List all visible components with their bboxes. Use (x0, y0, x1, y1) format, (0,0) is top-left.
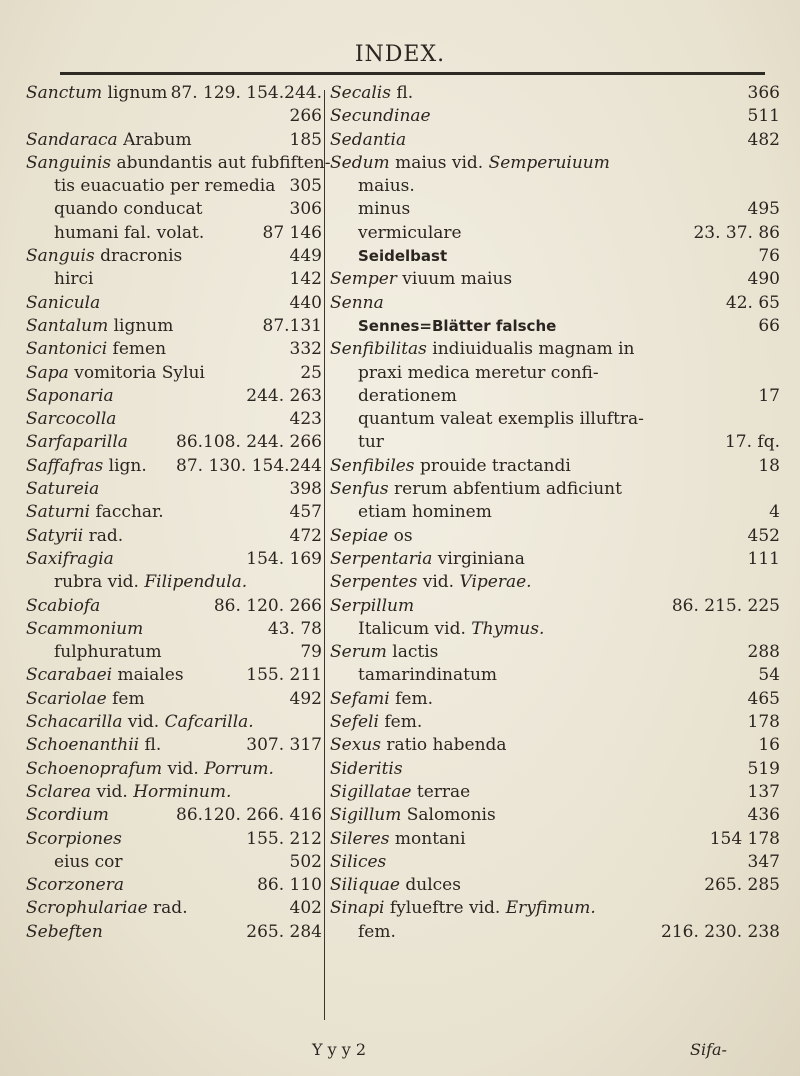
entry-term: Senfus (330, 479, 389, 500)
entry-description: maius vid. (389, 152, 489, 173)
entry-description: facchar. (90, 502, 164, 523)
entry-description: rad. (83, 525, 124, 546)
entry-description: Salomonis (401, 805, 496, 826)
page-numbers: 86.108. 244. 266 (176, 432, 322, 453)
page-numbers: 87 146 (262, 222, 322, 243)
right-column (330, 82, 780, 944)
entry-description: tis euacuatio per remedia (54, 176, 276, 197)
cross-reference: Thymus. (471, 618, 545, 639)
index-entry (26, 431, 322, 454)
index-entry (26, 245, 322, 268)
index-entry (330, 129, 780, 152)
page-numbers: 307. 317 (246, 735, 322, 756)
index-entry (330, 268, 780, 291)
entry-term: Sexus (330, 735, 381, 756)
index-entry (330, 152, 780, 175)
entry-description: Arabum (117, 129, 192, 150)
entry-term: Scorzonera (26, 875, 124, 896)
index-entry (330, 455, 780, 478)
page-numbers: 465 (747, 688, 780, 709)
index-entry (330, 758, 780, 781)
page-numbers: 54 (758, 665, 780, 686)
entry-description: rubra vid. (54, 572, 145, 593)
index-entry (330, 688, 780, 711)
index-entry (26, 874, 322, 897)
entry-description: fl. (139, 735, 162, 756)
entry-term: Sefami (330, 688, 390, 709)
entry-term: Satureia (26, 479, 100, 500)
index-entry (26, 338, 322, 361)
entry-term: Scammonium (26, 618, 144, 639)
entry-term: Serpentes (330, 572, 418, 593)
page-numbers: 402 (289, 898, 322, 919)
entry-description: vid. (162, 758, 205, 779)
entry-term: Sigillum (330, 805, 402, 826)
page-numbers: 185 (289, 129, 322, 150)
index-entry (26, 222, 322, 245)
page-numbers: 86. 110 (257, 875, 322, 896)
entry-term: Sclarea (26, 781, 92, 802)
entry-description: fem. (389, 688, 433, 709)
entry-description: indiuidualis magnam in (426, 339, 635, 360)
index-entry (330, 571, 780, 594)
page-numbers: 86. 120. 266 (213, 595, 322, 616)
entry-description: humani fal. volat. (54, 222, 205, 243)
entry-description: tamarindinatum (358, 665, 498, 686)
page-numbers: 265. 284 (246, 921, 322, 942)
cross-reference: Eryfimum. (505, 898, 596, 919)
page-numbers: 511 (747, 106, 780, 127)
entry-term: Schacarilla (26, 712, 123, 733)
index-entry (330, 734, 780, 757)
page-numbers: 472 (289, 525, 322, 546)
entry-term: Santonici (26, 339, 108, 360)
page-numbers: 266 (289, 106, 322, 127)
page-numbers: 519 (747, 758, 780, 779)
entry-description: maiales (112, 665, 184, 686)
index-entry (26, 268, 322, 291)
entry-term: Senfibilitas (330, 339, 427, 360)
entry-description: fulphuratum (54, 642, 162, 663)
page-numbers: 457 (289, 502, 322, 523)
entry-term: Sedum (330, 152, 390, 173)
index-entry (330, 501, 780, 524)
entry-term: Secalis (330, 83, 391, 103)
cross-reference: Porrum. (204, 758, 274, 779)
index-entry (26, 525, 322, 548)
index-entry (330, 525, 780, 548)
page-numbers: 490 (747, 269, 780, 290)
index-entry (330, 618, 780, 641)
entry-term: Sanctum (26, 83, 103, 103)
page-numbers: 155. 212 (246, 828, 322, 849)
index-entry (330, 175, 780, 198)
entry-description: lignum (102, 83, 168, 103)
page-numbers: 366 (747, 83, 780, 103)
index-entry (26, 897, 322, 920)
entry-term: Sanguis (26, 246, 95, 267)
index-entry (26, 804, 322, 827)
entry-term: Satyrii (26, 525, 84, 546)
index-entry (26, 548, 322, 571)
entry-description: rerum abfentium adficiunt (388, 479, 622, 500)
entry-description: fem. (378, 712, 423, 733)
entry-description: tur (358, 432, 384, 453)
entry-term: Sebeften (26, 921, 103, 942)
page-numbers: 87. 129. 154.244. (170, 83, 322, 103)
index-entry (26, 664, 322, 687)
entry-term: Sanicula (26, 292, 101, 313)
page-numbers: 502 (289, 851, 322, 872)
header-rule (60, 72, 765, 75)
index-entry (26, 292, 322, 315)
page-numbers: 66 (758, 315, 780, 336)
index-entry (26, 571, 322, 594)
page-numbers: 332 (289, 339, 322, 360)
entry-term: Sideritis (330, 758, 403, 779)
index-entry (26, 595, 322, 618)
entry-term: Silices (330, 851, 387, 872)
index-entry (330, 711, 780, 734)
entry-term: Sedantia (330, 129, 407, 150)
page-numbers: 482 (747, 129, 780, 150)
entry-description: Seidelbast (358, 247, 448, 266)
index-entry (26, 734, 322, 757)
entry-term: Sepiae (330, 525, 389, 546)
index-entry (26, 921, 322, 944)
entry-term: Saffafras (26, 455, 104, 476)
index-entry (26, 478, 322, 501)
entry-term: Sapa (26, 362, 69, 383)
page-numbers: 4 (769, 502, 780, 523)
index-entry (330, 408, 780, 431)
page-numbers: 25 (300, 362, 322, 383)
entry-description: virginiana (432, 548, 525, 569)
entry-description: maius. (358, 176, 415, 197)
index-entry (330, 641, 780, 664)
entry-term: Sarfaparilla (26, 432, 128, 453)
entry-term: Saponaria (26, 385, 114, 406)
entry-term: Senna (330, 292, 384, 313)
page-numbers: 137 (747, 781, 780, 802)
entry-term: Schoenanthii (26, 735, 140, 756)
index-entry (330, 222, 780, 245)
column-divider (324, 90, 325, 1020)
index-entry (26, 175, 322, 198)
entry-description: fl. (390, 83, 414, 103)
entry-description: vid. (417, 572, 460, 593)
index-entry (330, 431, 780, 454)
entry-description: etiam hominem (358, 502, 492, 523)
cross-reference: Filipendula. (144, 572, 248, 593)
index-entry (330, 478, 780, 501)
index-entry (330, 851, 780, 874)
index-entry (26, 408, 322, 431)
entry-term: Schoenoprafum (26, 758, 163, 779)
entry-description: femen (107, 339, 167, 360)
page-numbers: 17. fq. (724, 432, 780, 453)
index-entry (26, 129, 322, 152)
index-entry (330, 82, 780, 105)
index-entry (26, 362, 322, 385)
cross-reference: Cafcarilla. (164, 712, 254, 733)
entry-description: terrae (411, 781, 471, 802)
entry-description: eius cor (54, 851, 123, 872)
entry-description: os (388, 525, 413, 546)
catchword: Sifa- (690, 1040, 727, 1059)
page-numbers: 16 (758, 735, 780, 756)
index-entry (26, 641, 322, 664)
page-numbers: 306 (289, 199, 322, 220)
entry-description: lactis (386, 642, 439, 663)
page-numbers: 17 (758, 385, 780, 406)
entry-term: Secundinae (330, 106, 431, 127)
index-entry (26, 82, 322, 105)
entry-description: quantum valeat exemplis illuftra- (358, 409, 644, 430)
entry-description: montani (389, 828, 466, 849)
page-numbers: 86.120. 266. 416 (176, 805, 322, 826)
page-numbers: 288 (747, 642, 780, 663)
index-entry (330, 362, 780, 385)
index-entry (330, 548, 780, 571)
entry-description: viuum maius (396, 269, 513, 290)
index-entry (26, 198, 322, 221)
entry-term: Santalum (26, 315, 109, 336)
page-numbers: 87.131 (262, 315, 322, 336)
entry-description: dulces (399, 875, 461, 896)
page-numbers: 154 178 (709, 828, 780, 849)
index-entry (26, 315, 322, 338)
page-numbers: 87. 130. 154.244 (176, 455, 322, 476)
index-entry (26, 618, 322, 641)
page-numbers: 178 (747, 712, 780, 733)
entry-term: Sinapi (330, 898, 385, 919)
page-numbers: 452 (747, 525, 780, 546)
index-entry (330, 804, 780, 827)
signature-mark: Y y y 2 (312, 1040, 367, 1059)
page-numbers: 76 (758, 246, 780, 267)
index-entry (330, 595, 780, 618)
entry-description: fem. (358, 921, 396, 942)
entry-description: quando conducat (54, 199, 203, 220)
index-entry (26, 781, 322, 804)
entry-description: Sennes=Blätter falsche (358, 316, 557, 335)
entry-description: vid. (122, 712, 165, 733)
entry-description: rad. (147, 898, 188, 919)
entry-description: praxi medica meretur confi- (358, 362, 599, 383)
entry-term: Scabiofa (26, 595, 101, 616)
cross-reference: Semperuiuum (488, 152, 610, 173)
page-numbers: 142 (289, 269, 322, 290)
page-numbers: 216. 230. 238 (661, 921, 780, 942)
entry-term: Sileres (330, 828, 390, 849)
page-numbers: 449 (289, 246, 322, 267)
page-numbers: 347 (747, 851, 780, 872)
entry-term: Sarcocolla (26, 409, 117, 430)
entry-description: fylueftre vid. (384, 898, 506, 919)
entry-term: Sefeli (330, 712, 379, 733)
index-entry (330, 664, 780, 687)
page-numbers: 43. 78 (267, 618, 322, 639)
index-entry (26, 501, 322, 524)
entry-term: Serpentaria (330, 548, 433, 569)
index-entry (26, 105, 322, 128)
cross-reference: Viperae. (459, 572, 532, 593)
index-entry (26, 758, 322, 781)
page-numbers: 111 (747, 548, 780, 569)
entry-description: lignum (108, 315, 174, 336)
entry-term: Saxifragia (26, 548, 114, 569)
index-entry (26, 711, 322, 734)
page-numbers: 244. 263 (246, 385, 322, 406)
index-entry (26, 152, 331, 175)
cross-reference: Horminum. (133, 781, 232, 802)
entry-term: Serum (330, 642, 387, 663)
entry-description: vid. (91, 781, 134, 802)
entry-term: Scrophulariae (26, 898, 148, 919)
page-numbers: 18 (758, 455, 780, 476)
page-numbers: 398 (289, 479, 322, 500)
entry-term: Scariolae (26, 688, 107, 709)
index-entry (330, 315, 780, 338)
page-numbers: 423 (289, 409, 322, 430)
page-numbers: 265. 285 (704, 875, 780, 896)
entry-term: Senfibiles (330, 455, 415, 476)
index-entry (330, 292, 780, 315)
page-numbers: 155. 211 (246, 665, 322, 686)
page-numbers: 23. 37. 86 (693, 222, 780, 243)
page-numbers: 492 (289, 688, 322, 709)
index-entry (330, 245, 780, 268)
index-entry (26, 455, 322, 478)
entry-description: derationem (358, 385, 457, 406)
entry-term: Siliquae (330, 875, 400, 896)
entry-term: Sanguinis (26, 152, 112, 173)
index-entry (330, 105, 780, 128)
page-numbers: 86. 215. 225 (671, 595, 780, 616)
index-entry (26, 828, 322, 851)
left-column (26, 82, 331, 944)
index-entry (330, 828, 780, 851)
index-entry (26, 688, 322, 711)
page-header: INDEX. (354, 42, 446, 67)
entry-description: minus (358, 199, 411, 220)
entry-description: hirci (54, 269, 94, 290)
index-entry (26, 385, 322, 408)
entry-term: Serpillum (330, 595, 415, 616)
entry-description: Italicum vid. (358, 618, 472, 639)
entry-description: abundantis aut fubfiften- (111, 152, 331, 173)
index-entry (330, 338, 780, 361)
page-numbers: 440 (289, 292, 322, 313)
entry-description: ratio habenda (380, 735, 507, 756)
entry-term: Sandaraca (26, 129, 118, 150)
index-entry (330, 897, 780, 920)
index-entry (330, 921, 780, 944)
entry-term: Saturni (26, 502, 91, 523)
entry-term: Sigillatae (330, 781, 412, 802)
page-numbers: 305 (289, 176, 322, 197)
index-entry (330, 385, 780, 408)
entry-description: vomitoria Sylui (68, 362, 205, 383)
entry-description: prouide tractandi (414, 455, 571, 476)
entry-term: Scordium (26, 805, 109, 826)
page-numbers: 79 (300, 642, 322, 663)
entry-description: vermiculare (358, 222, 462, 243)
index-entry (330, 874, 780, 897)
page-numbers: 154. 169 (246, 548, 322, 569)
index-entry (330, 781, 780, 804)
entry-description: lign. (103, 455, 147, 476)
entry-term: Scarabaei (26, 665, 113, 686)
entry-description: dracronis (94, 246, 183, 267)
entry-description: fem (106, 688, 145, 709)
page-numbers: 42. 65 (725, 292, 780, 313)
page-numbers: 495 (747, 199, 780, 220)
index-entry (26, 851, 322, 874)
entry-term: Semper (330, 269, 397, 290)
entry-term: Scorpiones (26, 828, 122, 849)
index-entry (330, 198, 780, 221)
page-numbers: 436 (747, 805, 780, 826)
